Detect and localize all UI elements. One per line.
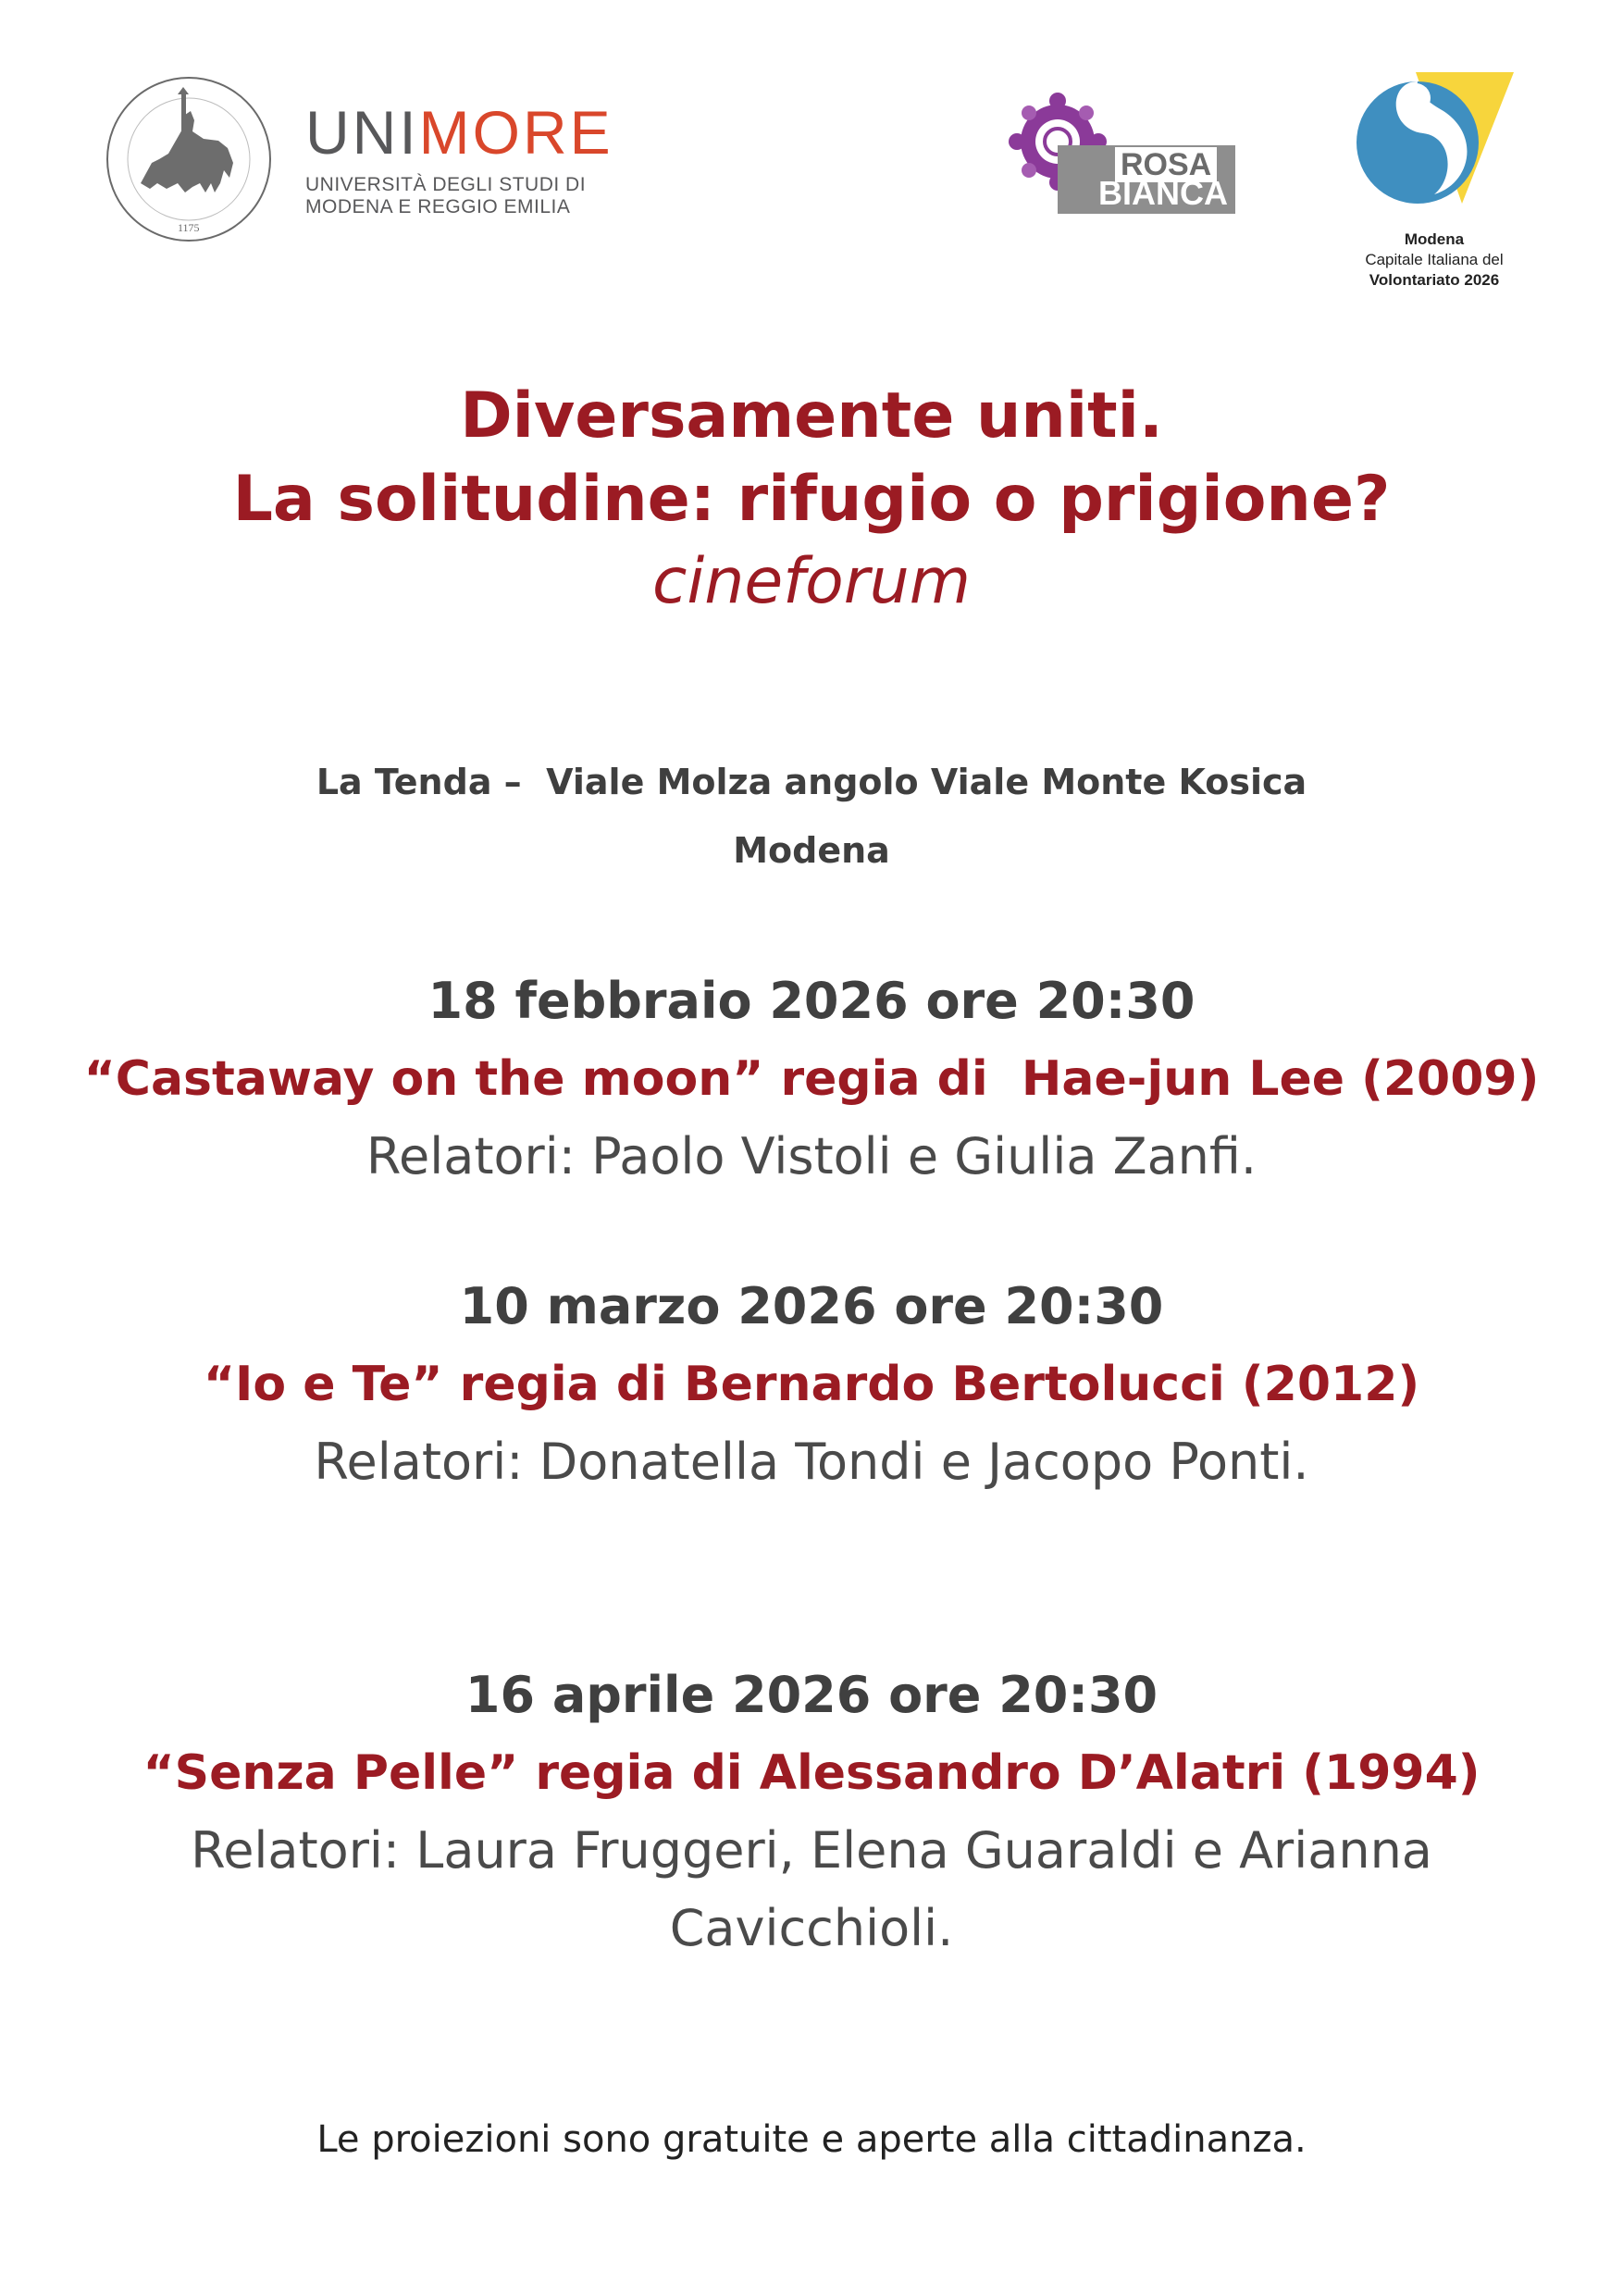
event-film: “Senza Pelle” regia di Alessandro D’Alatri (1994)	[142, 1745, 1481, 1801]
modena-line3: Volontariato 2026	[1369, 271, 1500, 290]
event-film: “Castaway on the moon” regia di Hae-jun Lee (2009)	[83, 1051, 1540, 1107]
modena-volontariato-text	[1332, 230, 1536, 291]
footer-note: Le proiezioni sono gratuite e aperte alla cittadinanza.	[316, 2118, 1307, 2161]
event-2	[0, 1268, 1623, 1501]
modena-line1: Modena	[1404, 230, 1465, 248]
unimore-name	[305, 98, 613, 167]
event-date: 10 marzo 2026 ore 20:30	[459, 1277, 1164, 1335]
title-line2: La solitudine: rifugio o prigione?	[232, 463, 1391, 537]
event-date: 18 febbraio 2026 ore 20:30	[427, 972, 1196, 1030]
rosa-bianca-word1: ROSA	[1115, 147, 1217, 182]
unimore-name-part1: UNI	[305, 98, 419, 167]
unimore-name-part2: MORE	[418, 98, 613, 167]
unimore-sub-line2: MODENA E REGGIO EMILIA	[305, 196, 571, 218]
venue-address: La Tenda – Viale Molza angolo Viale Monte Kosica	[316, 762, 1307, 802]
rosa-bianca-wordmark	[1058, 145, 1235, 214]
venue-city: Modena	[733, 830, 890, 871]
unimore-subtitle	[305, 174, 613, 218]
title-block	[0, 375, 1623, 621]
event-date: 16 aprile 2026 ore 20:30	[465, 1666, 1158, 1724]
title-subtitle: cineforum	[651, 544, 972, 618]
venue	[0, 748, 1623, 885]
university-seal-icon	[104, 74, 275, 245]
event-speakers: Relatori: Paolo Vistoli e Giulia Zanfi.	[365, 1127, 1258, 1185]
title-line1: Diversamente uniti.	[460, 379, 1163, 453]
seal-year: 1175	[178, 221, 200, 234]
volontariato-emblem-icon	[1351, 65, 1518, 222]
event-speakers: Relatori: Donatella Tondi e Jacopo Ponti.	[314, 1433, 1309, 1491]
rosa-bianca-logo	[1004, 88, 1235, 227]
unimore-sub-line1: UNIVERSITÀ DEGLI STUDI DI	[305, 174, 587, 195]
rosa-bianca-word2: BIANCA	[1098, 174, 1228, 212]
modena-line2: Capitale Italiana del	[1365, 251, 1504, 269]
unimore-wordmark	[305, 98, 613, 218]
event-film: “Io e Te” regia di Bernardo Bertolucci (2012)	[203, 1357, 1420, 1412]
event-speakers: Relatori: Laura Fruggeri, Elena Guaraldi e Arianna Cavicchioli.	[191, 1821, 1432, 1957]
modena-volontariato-logo	[1332, 65, 1555, 315]
event-1	[0, 962, 1623, 1196]
unimore-logo	[104, 74, 613, 259]
event-3	[0, 1657, 1623, 1967]
